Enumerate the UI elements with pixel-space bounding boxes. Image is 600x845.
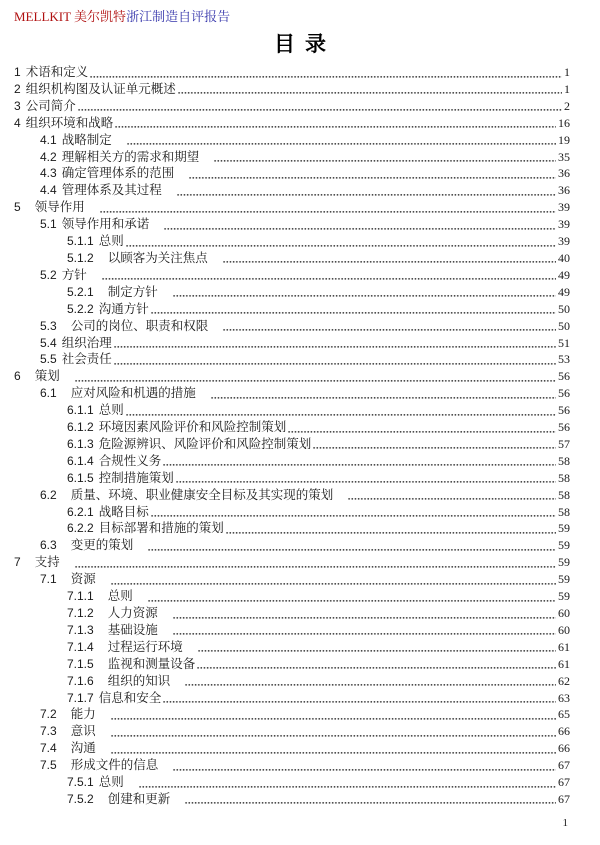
- toc-entry[interactable]: [14, 605, 570, 622]
- toc-entry-number: 6.2.2: [67, 521, 94, 536]
- toc-entry-number: 7.1.3: [67, 622, 94, 637]
- toc-entry[interactable]: [14, 774, 570, 791]
- toc-entry-page: 35: [558, 149, 570, 164]
- toc-entry[interactable]: [14, 98, 570, 115]
- toc-entry[interactable]: [14, 757, 570, 774]
- dot-leader: [148, 588, 556, 605]
- toc-entry-title: 管理体系及其过程: [61, 183, 162, 198]
- toc-entry-title: 确定管理体系的范围: [61, 166, 175, 181]
- toc-entry-page: 36: [558, 183, 570, 198]
- toc-entry-page: 56: [558, 403, 570, 418]
- toc-entry-title: 社会责任: [61, 352, 112, 367]
- dot-leader: [148, 537, 556, 554]
- dot-leader: [173, 757, 556, 774]
- dot-leader: [177, 182, 556, 199]
- toc-entry-number: 5.1.1: [67, 234, 94, 249]
- toc-entry[interactable]: [14, 723, 570, 740]
- document-header: [0, 0, 600, 25]
- dot-leader: [214, 149, 556, 166]
- toc-entry-number: 7.3: [40, 724, 57, 739]
- toc-entry-number: 5.2.1: [67, 284, 94, 299]
- toc-entry-number: 6.1.1: [67, 403, 94, 418]
- toc-entry-number: 5.4: [40, 335, 57, 350]
- dot-leader: [111, 740, 556, 757]
- toc-entry[interactable]: [14, 284, 570, 301]
- dot-leader: [126, 402, 556, 419]
- toc-entry-number: 6.2: [40, 487, 57, 502]
- toc-entry-title: 创建和更新: [107, 791, 171, 806]
- dot-leader: [100, 199, 556, 216]
- toc-entry[interactable]: [14, 436, 570, 453]
- toc-entry[interactable]: [14, 419, 570, 436]
- toc-entry-page: 16: [558, 115, 570, 130]
- toc-entry-page: 50: [558, 301, 570, 316]
- toc-entry-page: 58: [558, 470, 570, 485]
- toc-entry-number: 4: [14, 115, 21, 130]
- toc-entry[interactable]: [14, 318, 570, 335]
- page-number: 1: [562, 817, 568, 829]
- toc-entry-title: 总则: [98, 234, 124, 249]
- toc-entry[interactable]: [14, 250, 570, 267]
- toc-entry-number: 1: [14, 65, 21, 79]
- toc-entry-number: 6.1: [40, 386, 57, 401]
- toc-entry-title: 公司简介: [25, 98, 76, 113]
- dot-leader: [163, 453, 556, 470]
- toc-entry[interactable]: [14, 504, 570, 521]
- toc-entry[interactable]: [14, 554, 570, 571]
- toc-entry[interactable]: [14, 216, 570, 233]
- toc-entry-title: 沟通方针: [98, 301, 149, 316]
- dot-leader: [114, 351, 556, 368]
- toc-entry-title: 组织机构图及认证单元概述: [25, 81, 176, 96]
- toc-entry-number: 7.5.1: [67, 775, 94, 790]
- toc-entry[interactable]: [14, 588, 570, 605]
- toc-entry-number: 7.1.5: [67, 656, 94, 671]
- dot-leader: [90, 64, 562, 81]
- toc-entry-number: 5: [14, 200, 21, 215]
- toc-entry[interactable]: [14, 537, 570, 554]
- toc-entry[interactable]: [14, 622, 570, 639]
- toc-entry-title: 人力资源: [107, 606, 158, 620]
- toc-entry-page: 56: [558, 369, 570, 384]
- toc-entry-title: 组织的知识: [107, 673, 171, 688]
- toc-entry-title: 以顾客为关注焦点: [107, 250, 208, 265]
- toc-entry-page: 67: [558, 775, 570, 790]
- dot-leader: [139, 774, 556, 791]
- toc-entry-number: 7.1.7: [67, 690, 94, 705]
- toc-entry-title: 策划: [34, 369, 60, 384]
- toc-entry-title: 总则: [98, 403, 124, 418]
- dot-leader: [127, 132, 556, 149]
- toc-list: [0, 60, 600, 808]
- toc-entry-page: 61: [558, 639, 570, 654]
- toc-entry-page: 60: [558, 606, 570, 620]
- toc-entry-title: 变更的策划: [70, 538, 134, 553]
- toc-entry-title: 危险源辨识、风险评价和风险控制策划: [98, 436, 312, 451]
- toc-entry-title: 组织治理: [61, 335, 112, 350]
- toc-entry-number: 7.1.1: [67, 589, 94, 604]
- toc-entry-page: 58: [558, 453, 570, 468]
- dot-leader: [173, 622, 556, 639]
- toc-entry-title: 环境因素风险评价和风险控制策划: [98, 420, 287, 435]
- toc-entry-number: 7.1.6: [67, 673, 94, 688]
- toc-entry-title: 质量、环境、职业健康安全目标及其实现的策划: [70, 487, 334, 502]
- dot-leader: [197, 656, 556, 673]
- toc-entry-number: 6.1.5: [67, 470, 94, 485]
- toc-entry[interactable]: [14, 165, 570, 182]
- toc-entry-title: 合规性义务: [98, 453, 162, 468]
- dot-leader: [111, 706, 556, 723]
- toc-entry-title: 组织环境和战略: [25, 115, 114, 130]
- toc-entry[interactable]: [14, 706, 570, 723]
- toc-entry-page: 60: [558, 622, 570, 637]
- toc-entry[interactable]: [14, 368, 570, 385]
- toc-entry-page: 57: [558, 436, 570, 451]
- toc-entry-number: 7.1: [40, 572, 57, 587]
- toc-entry-title: 公司的岗位、职责和权限: [70, 318, 209, 333]
- toc-entry-number: 4.3: [40, 166, 57, 181]
- dot-leader: [178, 81, 562, 98]
- toc-entry-number: 6.1.4: [67, 453, 94, 468]
- toc-entry[interactable]: [14, 571, 570, 588]
- toc-entry-page: 59: [558, 521, 570, 536]
- toc-entry-page: 49: [558, 267, 570, 282]
- toc-entry-number: 7.2: [40, 707, 57, 722]
- toc-entry-number: 5.2: [40, 267, 57, 282]
- toc-entry-page: 58: [558, 487, 570, 502]
- toc-entry-number: 7.1.2: [67, 606, 94, 620]
- toc-entry[interactable]: [14, 470, 570, 487]
- dot-leader: [176, 470, 556, 487]
- toc-entry[interactable]: [14, 690, 570, 707]
- toc-entry-number: 5.1.2: [67, 250, 94, 265]
- toc-entry-title: 意识: [70, 724, 96, 739]
- dot-leader: [211, 385, 556, 402]
- toc-entry-number: 7: [14, 555, 21, 570]
- toc-entry-page: 66: [558, 724, 570, 739]
- dot-leader: [75, 554, 556, 571]
- dot-leader: [126, 233, 556, 250]
- toc-entry[interactable]: [14, 656, 570, 673]
- toc-entry-title: 能力: [70, 707, 96, 722]
- toc-entry-title: 基础设施: [107, 622, 158, 637]
- toc-entry-page: 49: [558, 284, 570, 299]
- toc-entry-page: 59: [558, 538, 570, 553]
- toc-entry-page: 36: [558, 166, 570, 181]
- toc-entry-page: 59: [558, 589, 570, 604]
- toc-entry-title: 术语和定义: [25, 65, 89, 79]
- toc-entry-number: 2: [14, 81, 21, 96]
- toc-entry-page: 67: [558, 791, 570, 806]
- toc-entry-number: 4.4: [40, 183, 57, 198]
- report-title-text: 浙江制造自评报告: [126, 9, 231, 24]
- toc-entry-title: 控制措施策划: [98, 470, 174, 485]
- dot-leader: [111, 723, 556, 740]
- dot-leader: [102, 267, 556, 284]
- toc-entry-number: 6: [14, 369, 21, 384]
- toc-entry[interactable]: [14, 149, 570, 166]
- toc-entry-title: 理解相关方的需求和期望: [61, 149, 200, 164]
- toc-entry-number: 5.3: [40, 318, 57, 333]
- toc-entry-number: 4.2: [40, 149, 57, 164]
- toc-entry[interactable]: [14, 301, 570, 318]
- dot-leader: [288, 419, 556, 436]
- toc-entry-title: 方针: [61, 267, 87, 282]
- toc-entry[interactable]: [14, 233, 570, 250]
- toc-entry-number: 4.1: [40, 132, 57, 147]
- toc-entry-page: 19: [558, 132, 570, 147]
- dot-leader: [313, 436, 556, 453]
- dot-leader: [189, 165, 556, 182]
- toc-entry-page: 63: [558, 690, 570, 705]
- dot-leader: [223, 318, 556, 335]
- dot-leader: [163, 690, 556, 707]
- toc-entry[interactable]: [14, 487, 570, 504]
- toc-entry-title: 目标部署和措施的策划: [98, 521, 224, 536]
- dot-leader: [114, 335, 556, 352]
- toc-entry[interactable]: [14, 791, 570, 808]
- toc-entry[interactable]: [14, 115, 570, 132]
- toc-entry-number: 5.1: [40, 217, 57, 232]
- dot-leader: [75, 368, 556, 385]
- toc-entry-page: 56: [558, 420, 570, 435]
- toc-entry-title: 领导作用: [34, 200, 85, 215]
- toc-entry[interactable]: [14, 64, 570, 81]
- toc-entry-title: 领导作用和承诺: [61, 217, 150, 232]
- toc-entry[interactable]: [14, 453, 570, 470]
- toc-entry-page: 59: [558, 572, 570, 587]
- toc-entry-page: 66: [558, 741, 570, 756]
- toc-entry-title: 形成文件的信息: [70, 758, 159, 773]
- toc-title: 目录: [274, 32, 336, 56]
- toc-entry-title: 资源: [70, 572, 96, 587]
- dot-leader: [111, 571, 556, 588]
- brand-name: MELLKIT 美尔凯特: [14, 9, 127, 24]
- toc-entry-title: 应对风险和机遇的措施: [70, 386, 196, 401]
- dot-leader: [173, 605, 556, 622]
- toc-entry-page: 50: [558, 318, 570, 333]
- toc-entry-number: 6.2.1: [67, 504, 94, 519]
- toc-entry[interactable]: [14, 639, 570, 656]
- dot-leader: [78, 98, 562, 115]
- toc-entry-number: 6.1.2: [67, 420, 94, 435]
- dot-leader: [185, 673, 556, 690]
- toc-entry-page: 67: [558, 758, 570, 773]
- toc-entry[interactable]: [14, 673, 570, 690]
- toc-entry-title: 信息和安全: [98, 690, 162, 705]
- toc-entry[interactable]: [14, 335, 570, 352]
- toc-entry-page: 39: [558, 200, 570, 215]
- dot-leader: [223, 250, 556, 267]
- toc-entry-page: 39: [558, 234, 570, 249]
- toc-entry-number: 6.3: [40, 538, 57, 553]
- toc-entry-title: 总则: [107, 589, 133, 604]
- toc-entry-number: 7.5: [40, 758, 57, 773]
- toc-entry[interactable]: [14, 199, 570, 216]
- toc-entry-page: 65: [558, 707, 570, 722]
- toc-entry-title: 战略目标: [98, 504, 149, 519]
- dot-leader: [173, 284, 556, 301]
- toc-entry-page: 59: [558, 555, 570, 570]
- dot-leader: [348, 487, 556, 504]
- toc-entry-title: 制定方针: [107, 284, 158, 299]
- toc-entry-title: 监视和测量设备: [107, 656, 196, 671]
- toc-entry-number: 7.4: [40, 741, 57, 756]
- dot-leader: [198, 639, 556, 656]
- toc-entry[interactable]: [14, 351, 570, 368]
- toc-entry-title: 战略制定: [61, 132, 112, 147]
- toc-entry[interactable]: [14, 402, 570, 419]
- toc-entry-title: 总则: [98, 775, 124, 790]
- dot-leader: [151, 504, 556, 521]
- toc-entry-number: 3: [14, 98, 21, 113]
- dot-leader: [164, 216, 556, 233]
- dot-leader: [115, 115, 556, 132]
- toc-entry-number: 5.2.2: [67, 301, 94, 316]
- toc-entry[interactable]: [14, 740, 570, 757]
- toc-entry-page: 51: [558, 335, 570, 350]
- toc-entry[interactable]: [14, 182, 570, 199]
- toc-entry-page: 61: [558, 656, 570, 671]
- toc-entry-page: 40: [558, 250, 570, 265]
- toc-entry-title: 过程运行环境: [107, 639, 183, 654]
- toc-entry-number: 7.5.2: [67, 791, 94, 806]
- toc-entry[interactable]: [14, 132, 570, 149]
- toc-entry[interactable]: [14, 385, 570, 402]
- dot-leader: [226, 520, 556, 537]
- toc-entry-page: 39: [558, 217, 570, 232]
- toc-entry-title: 支持: [34, 555, 60, 570]
- toc-entry-page: 56: [558, 386, 570, 401]
- toc-entry-title: 沟通: [70, 741, 96, 756]
- toc-entry[interactable]: [14, 267, 570, 284]
- dot-leader: [151, 301, 556, 318]
- toc-entry-number: 6.1.3: [67, 436, 94, 451]
- dot-leader: [185, 791, 556, 808]
- toc-entry-page: 1: [564, 65, 570, 79]
- toc-entry-page: 53: [558, 352, 570, 367]
- toc-entry[interactable]: [14, 81, 570, 98]
- toc-entry-page: 58: [558, 504, 570, 519]
- toc-entry-page: 62: [558, 673, 570, 688]
- toc-entry[interactable]: [14, 520, 570, 537]
- toc-entry-page: 1: [564, 81, 570, 96]
- toc-entry-page: 2: [564, 98, 570, 113]
- toc-entry-number: 7.1.4: [67, 639, 94, 654]
- toc-entry-number: 5.5: [40, 352, 57, 367]
